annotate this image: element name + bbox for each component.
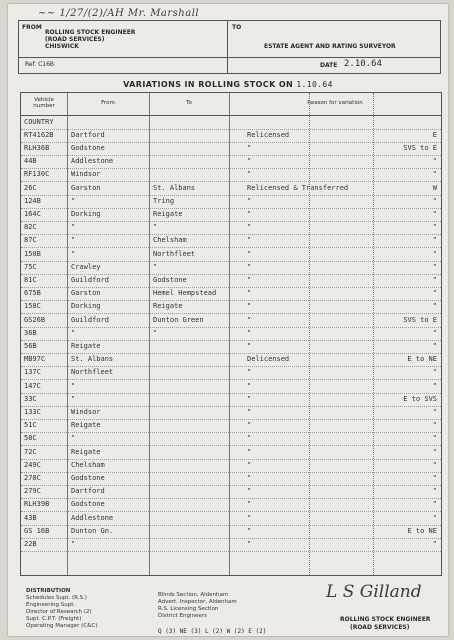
from-depot: Reigate	[71, 421, 101, 430]
table-row	[21, 261, 441, 275]
table-row	[21, 419, 441, 433]
table-row	[21, 538, 441, 552]
reason-cell: "	[247, 328, 252, 337]
vehicle-number: 22B	[24, 539, 37, 548]
code-cell: "	[432, 196, 437, 205]
code-cell: "	[432, 381, 437, 390]
table-row	[21, 525, 441, 539]
code-cell: E to NE	[407, 355, 437, 364]
reason-cell: "	[247, 341, 252, 350]
vehicle-number: GS 16B	[24, 526, 50, 535]
code-cell: "	[432, 539, 437, 548]
reason-cell: "	[247, 315, 252, 324]
code-cell: SVS to E	[403, 315, 437, 324]
distribution-item: District Engineers	[158, 613, 207, 619]
vehicle-number: 33C	[24, 394, 37, 403]
code-cell: "	[432, 368, 437, 377]
reason-cell: "	[247, 289, 252, 298]
code-cell: "	[432, 500, 437, 509]
table-row	[21, 485, 441, 499]
signature: L S Gilland	[326, 582, 422, 602]
reason-cell: "	[247, 539, 252, 548]
code-cell: "	[432, 328, 437, 337]
reason-cell: "	[247, 170, 252, 179]
vehicle-number: 72C	[24, 447, 37, 456]
reason-cell: "	[247, 447, 252, 456]
reason-cell: "	[247, 473, 252, 482]
ref-number: Ref. C16B	[25, 61, 55, 68]
table-row	[21, 353, 441, 367]
code-cell: W	[432, 183, 437, 192]
to-depot: Dunton Green	[153, 315, 204, 324]
vehicle-number: 249C	[24, 460, 41, 469]
date-label: DATE	[320, 62, 338, 69]
from-depot: Windsor	[71, 407, 101, 416]
code-cell: "	[432, 447, 437, 456]
col-header-to	[149, 93, 229, 116]
vehicle-number: 124B	[24, 196, 41, 205]
table-row	[21, 314, 441, 328]
from-line-3: CHISWICK	[45, 43, 79, 50]
table-row	[21, 446, 441, 460]
vehicle-number: 56B	[24, 341, 37, 350]
code-cell: SVS to E	[403, 143, 437, 152]
from-depot: "	[71, 223, 76, 232]
col-header-from	[67, 93, 149, 116]
code-cell: "	[432, 341, 437, 350]
vehicle-number: 58C	[24, 434, 37, 443]
distribution-item: Supt. C.P.T. (Freight)	[26, 616, 82, 622]
from-depot: Dartford	[71, 130, 105, 139]
code-cell: "	[432, 262, 437, 271]
vehicle-number: 158C	[24, 302, 41, 311]
vehicle-number: 137C	[24, 368, 41, 377]
distribution-item: R.S. Licensing Section	[158, 606, 219, 612]
from-depot: Dunton Gn.	[71, 526, 114, 535]
table-row	[21, 300, 441, 314]
from-depot: Chelsham	[71, 460, 105, 469]
distribution-item: Advert. Inspector, Aldenham	[158, 599, 237, 605]
to-depot: "	[153, 223, 158, 232]
reason-cell: "	[247, 381, 252, 390]
signatory-title-1: ROLLING STOCK ENGINEER	[340, 616, 431, 623]
from-depot: Godstone	[71, 500, 105, 509]
variations-table	[20, 92, 442, 576]
to-depot: St. Albans	[153, 183, 196, 192]
vehicle-number: 36B	[24, 328, 37, 337]
from-depot: Dorking	[71, 209, 101, 218]
vehicle-number: 81C	[24, 275, 37, 284]
reason-cell: "	[247, 434, 252, 443]
from-depot: "	[71, 394, 76, 403]
from-depot: Dartford	[71, 487, 105, 496]
vehicle-number: RLH36B	[24, 143, 50, 152]
table-row	[21, 459, 441, 473]
reason-cell: "	[247, 143, 252, 152]
reason-cell: "	[247, 249, 252, 258]
reason-cell: "	[247, 223, 252, 232]
table-row	[21, 274, 441, 288]
code-cell: E to SVS	[403, 394, 437, 403]
reason-cell: "	[247, 487, 252, 496]
code-cell: "	[432, 157, 437, 166]
to-depot: Tring	[153, 196, 175, 205]
code-cell: "	[432, 170, 437, 179]
table-row	[21, 472, 441, 486]
distribution-item: Schedules Supt. (R.S.)	[26, 595, 87, 601]
vehicle-number: 44B	[24, 157, 37, 166]
reason-cell: Delicensed	[247, 355, 290, 364]
from-depot: "	[71, 539, 76, 548]
distribution-item: Operating Manager (C&C)	[26, 623, 98, 629]
to-depot: "	[153, 262, 158, 271]
title-date: 1.10.64	[296, 80, 333, 89]
code-cell: "	[432, 487, 437, 496]
vehicle-number: 26C	[24, 183, 37, 192]
table-row	[21, 512, 441, 526]
code-cell: "	[432, 434, 437, 443]
code-cell: "	[432, 460, 437, 469]
reason-cell: "	[247, 513, 252, 522]
table-row	[21, 432, 441, 446]
code-cell: "	[432, 473, 437, 482]
col-header-reason-label: Reason for variation	[307, 100, 363, 106]
from-label: FROM	[22, 24, 42, 31]
from-depot: "	[71, 434, 76, 443]
quota-line: Q (3) NE (3) L (2) W (2) E (2)	[158, 628, 267, 635]
address-header	[18, 20, 441, 74]
code-cell: "	[432, 421, 437, 430]
reason-cell: "	[247, 209, 252, 218]
from-depot: "	[71, 381, 76, 390]
to-depot: "	[153, 328, 158, 337]
vehicle-number: 164C	[24, 209, 41, 218]
reason-cell: "	[247, 368, 252, 377]
reason-cell: "	[247, 460, 252, 469]
from-depot: Reigate	[71, 341, 101, 350]
distribution-list	[26, 588, 97, 630]
vehicle-number: 87C	[24, 236, 37, 245]
from-depot: "	[71, 328, 76, 337]
from-depot: "	[71, 196, 76, 205]
reason-cell: "	[247, 196, 252, 205]
from-line-2: (ROAD SERVICES)	[45, 36, 105, 43]
table-row	[21, 129, 441, 143]
title-text: VARIATIONS IN ROLLING STOCK ON	[123, 80, 294, 89]
col-header-from-label: From	[101, 100, 115, 106]
reason-cell: "	[247, 526, 252, 535]
to-line: ESTATE AGENT AND RATING SURVEYOR	[264, 43, 396, 50]
table-row	[21, 155, 441, 169]
from-depot: Dorking	[71, 302, 101, 311]
col-header-vehicle-label: Vehicle number	[33, 97, 55, 109]
code-cell: "	[432, 209, 437, 218]
table-row	[21, 393, 441, 407]
code-cell: "	[432, 407, 437, 416]
reason-cell: "	[247, 275, 252, 284]
to-depot: Chelsham	[153, 236, 187, 245]
table-row	[21, 182, 441, 196]
from-depot: Crawley	[71, 262, 101, 271]
code-cell: "	[432, 289, 437, 298]
table-row	[21, 327, 441, 341]
reason-cell: "	[247, 394, 252, 403]
vehicle-number: COUNTRY	[24, 117, 54, 126]
vehicle-number: 75C	[24, 262, 37, 271]
distribution-heading: DISTRIBUTION	[26, 588, 71, 594]
code-cell: "	[432, 249, 437, 258]
to-depot: Reigate	[153, 209, 183, 218]
from-depot: Garston	[71, 183, 101, 192]
table-row	[21, 142, 441, 156]
from-depot: Reigate	[71, 447, 101, 456]
table-row	[21, 287, 441, 301]
from-depot: Windsor	[71, 170, 101, 179]
table-row	[21, 248, 441, 262]
distribution-item: Blinds Section, Aldenham	[158, 592, 229, 598]
col-header-to-label: To	[186, 100, 192, 106]
signatory-title-2: (ROAD SERVICES)	[350, 624, 410, 631]
vehicle-number: 51C	[24, 421, 37, 430]
table-row	[21, 406, 441, 420]
table-row	[21, 366, 441, 380]
table-row	[21, 208, 441, 222]
table-row	[21, 498, 441, 512]
page-title	[8, 80, 448, 89]
table-row	[21, 234, 441, 248]
from-depot: Guildford	[71, 315, 109, 324]
reason-cell: "	[247, 157, 252, 166]
table-row	[21, 380, 441, 394]
from-depot: Guildford	[71, 275, 109, 284]
to-depot: Reigate	[153, 302, 183, 311]
reason-cell: Relicensed	[247, 130, 290, 139]
distribution-list-right	[158, 592, 237, 620]
vehicle-number: MB97C	[24, 355, 46, 364]
document-sheet	[8, 4, 448, 636]
vehicle-number: 82C	[24, 223, 37, 232]
ref-row	[19, 57, 227, 74]
from-depot: Northfleet	[71, 368, 114, 377]
reason-cell: "	[247, 421, 252, 430]
to-depot: Northfleet	[153, 249, 196, 258]
reason-cell: "	[247, 407, 252, 416]
from-depot: Godstone	[71, 473, 105, 482]
vehicle-number: 675B	[24, 289, 41, 298]
from-depot: Godstone	[71, 143, 105, 152]
distribution-item: Director of Research (2)	[26, 609, 92, 615]
to-label: TO	[232, 24, 242, 31]
from-depot: Addlestone	[71, 513, 114, 522]
code-cell: E	[432, 130, 437, 139]
reason-cell: "	[247, 236, 252, 245]
vehicle-number: RLH39B	[24, 500, 50, 509]
col-header-vehicle	[21, 93, 67, 116]
vehicle-number: 279C	[24, 487, 41, 496]
from-depot: Addlestone	[71, 157, 114, 166]
date-value: 2.10.64	[344, 59, 382, 69]
from-depot: Garston	[71, 289, 101, 298]
from-depot: "	[71, 236, 76, 245]
date-row	[228, 57, 440, 74]
vehicle-number: 150B	[24, 249, 41, 258]
reason-cell: "	[247, 500, 252, 509]
to-depot: Godstone	[153, 275, 187, 284]
code-cell: "	[432, 236, 437, 245]
code-cell: E to NE	[407, 526, 437, 535]
code-cell: "	[432, 513, 437, 522]
from-depot: St. Albans	[71, 355, 114, 364]
table-row	[21, 195, 441, 209]
code-cell: "	[432, 275, 437, 284]
vehicle-number: 278C	[24, 473, 41, 482]
reason-cell: "	[247, 262, 252, 271]
reason-cell: Relicensed & Transferred	[247, 183, 349, 192]
vehicle-number: 133C	[24, 407, 41, 416]
from-line-1: ROLLING STOCK ENGINEER	[45, 29, 136, 36]
handwritten-header: ~~ 1/27/(2)/AH Mr. Marshall	[38, 8, 200, 19]
vehicle-number: RT4162B	[24, 130, 54, 139]
vehicle-number: 147C	[24, 381, 41, 390]
code-cell: "	[432, 223, 437, 232]
col-header-reason	[229, 93, 441, 116]
vehicle-number: RF130C	[24, 170, 50, 179]
table-row	[21, 221, 441, 235]
vehicle-number: GS26B	[24, 315, 46, 324]
table-row	[21, 116, 441, 130]
distribution-item: Engineering Supt.	[26, 602, 76, 608]
reason-cell: "	[247, 302, 252, 311]
code-cell: "	[432, 302, 437, 311]
table-row	[21, 340, 441, 354]
from-depot: "	[71, 249, 76, 258]
table-row	[21, 168, 441, 182]
vehicle-number: 43B	[24, 513, 37, 522]
to-depot: Hemel Hempstead	[153, 289, 217, 298]
